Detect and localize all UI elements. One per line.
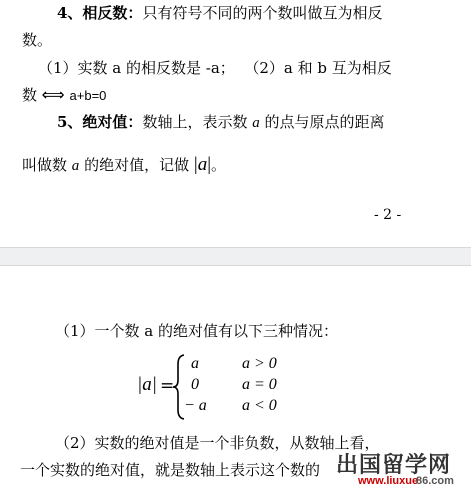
sum-zero-formula: a+b=0 (69, 88, 107, 103)
item-4-line (57, 2, 382, 23)
item-5-tail: 的点与原点的距离 (264, 113, 385, 131)
equivalence-arrow-icon: ⟺ (41, 85, 65, 104)
watermark-url-b: 86.com (416, 475, 454, 487)
absolute-value-notation: |a| (193, 154, 211, 175)
case-condition-2: a = 0 (242, 376, 277, 393)
watermark-url-a: www.liuxue (358, 475, 419, 487)
item-5-heading: 5、绝对值： (57, 113, 143, 131)
item-4-line-2: 数。 (22, 31, 53, 49)
cases-intro: （1）一个数 a 的绝对值有以下三种情况： (55, 322, 339, 340)
item-5-line-2 (22, 153, 226, 176)
geometric-meaning: 一个实数的绝对值，就是数轴上表示这个数的 (20, 461, 321, 479)
watermark-title: 出国留学网 (336, 453, 452, 478)
item-5-text: 数轴上，表示数 (142, 113, 248, 131)
item-5-line (57, 111, 385, 132)
page-number: - 2 - (374, 207, 402, 223)
line4-prefix: 数 (22, 86, 38, 104)
case-value-2: 0 (191, 376, 199, 393)
formula-lhs: |a| (137, 374, 157, 395)
formula-equals: = (160, 376, 175, 396)
variable-a: a (71, 158, 80, 174)
line6-mid: 的绝对值，记做 (84, 156, 190, 174)
page-separator (0, 247, 471, 266)
opposite-number-rule: （1）实数 a 的相反数是 -a； (38, 59, 235, 77)
line6-end: 。 (211, 156, 227, 174)
case-condition-3: a < 0 (242, 397, 277, 414)
case-value-1: a (191, 355, 199, 372)
nonnegative-rule: （2）实数的绝对值是一个非负数，从数轴上看， (55, 434, 380, 452)
mutual-opposite-rule: （2）a 和 b 互为相反 (244, 59, 392, 77)
case-value-3: − a (184, 397, 207, 414)
watermark-logo (328, 446, 471, 490)
item-4-sub1 (38, 57, 392, 78)
item-4-text: 只有符号不同的两个数叫做互为相反 (142, 4, 383, 22)
variable-a: a (252, 115, 260, 131)
line6-prefix: 叫做数 (22, 156, 68, 174)
item-4-heading: 4、相反数： (57, 4, 143, 22)
case-condition-1: a > 0 (242, 355, 277, 372)
item-4-sub2 (22, 84, 106, 105)
